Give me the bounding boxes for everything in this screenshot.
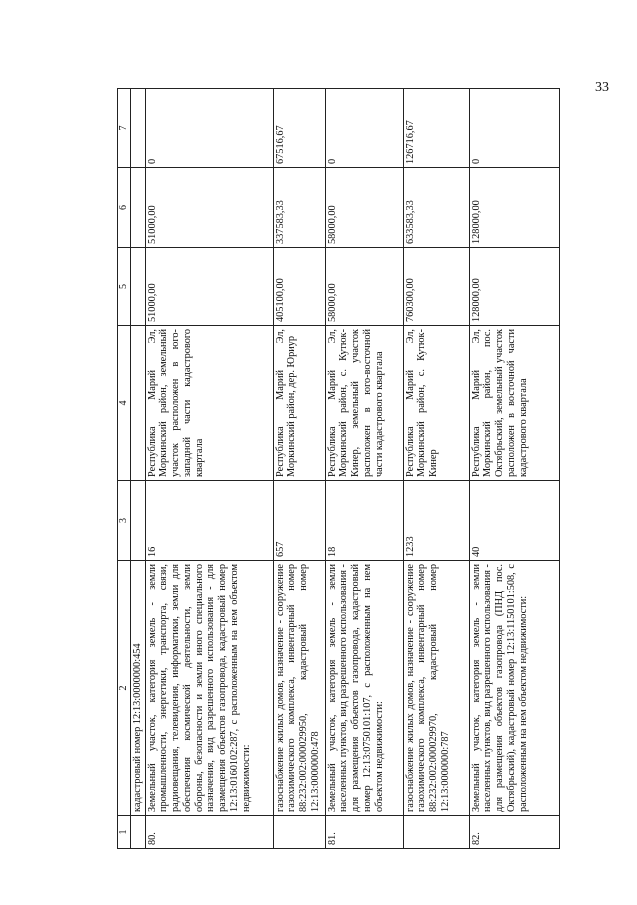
table-row — [273, 89, 325, 849]
column-header: 5 — [118, 248, 131, 326]
cell-location: Республика Марий Эл, Моркинский район, с. Кутюк-Кинер — [403, 326, 469, 481]
cell-description: газоснабжение жилых домов, назначение - сооружение газохимического комплекса, инвентарный номер 88:232:002:000029950, кадастровый номер 12:13:0000000:478 — [273, 561, 325, 816]
cell-value-7: 67516,67 — [273, 89, 325, 168]
page-number: 33 — [595, 80, 609, 95]
cell-value-7: 126716,67 — [403, 89, 469, 168]
table-row — [469, 89, 559, 849]
table-header-row — [118, 89, 131, 849]
cell-value-6: 633583,33 — [403, 168, 469, 248]
rotated-table-wrapper — [117, 89, 617, 849]
cell-value-7: 0 — [469, 89, 559, 168]
table-row — [325, 89, 403, 849]
cell-number: 82. — [469, 816, 559, 849]
cell-value-5: 128000,00 — [469, 248, 559, 326]
cell-value-6: 337583,33 — [273, 168, 325, 248]
cell-description: газоснабжение жилых домов, назначение - сооружение газохимического комплекса, инвентарный номер 88:232:002:000029970, кадастровый номер 12:13:0000000:787 — [403, 561, 469, 816]
cell-value-5: 58000,00 — [325, 248, 403, 326]
column-header: 6 — [118, 168, 131, 248]
cell-value-7: 0 — [325, 89, 403, 168]
cell-number — [403, 816, 469, 849]
cell-value-5: 760300,00 — [403, 248, 469, 326]
table-row — [145, 89, 273, 849]
column-header: 1 — [118, 816, 131, 849]
cell-area: 1233 — [403, 481, 469, 561]
column-header: 7 — [118, 89, 131, 168]
table-row — [403, 89, 469, 849]
cell-location: Республика Марий Эл, Моркинский район, дер. Юриур — [273, 326, 325, 481]
cell-number: 81. — [325, 816, 403, 849]
cell-area: 657 — [273, 481, 325, 561]
cell-description: Земельный участок, категория земель - земли населенных пунктов, вид разрешенного использования - для размещения объектов газопровода (ПНД пос. Октябрьский), кадастровый номер 12:13:1150101:508, с расположенным на нем объектом недвижимости: — [469, 561, 559, 816]
column-header: 4 — [118, 326, 131, 481]
cell-description: Земельный участок, категория земель - земли промышленности, энергетики, транспорта, связи, радиовещания, телевидения, информатики, земли для обеспечения космической деятельности, земли обороны, безопасности и земли иного специального назначения, вид разрешенного использования - для размещения объектов газопровода, кадастровый номер 12:13:0160102:287, с расположенным на нем объектом недвижимости: — [145, 561, 273, 816]
cell-location: Республика Марий Эл, Моркинский район, земельный участок расположен в юго-западной части кадастрового квартала — [145, 326, 273, 481]
cell-area: 16 — [145, 481, 273, 561]
table-row-continuation — [131, 89, 146, 849]
cell-value-6: 128000,00 — [469, 168, 559, 248]
cell-value-7: 0 — [145, 89, 273, 168]
cell-value-6: 58000,00 — [325, 168, 403, 248]
cell-location: Республика Марий Эл, Моркинский район, с. Кутюк-Кинер, земельный участок расположен в юго-восточной части кадастрового квартала — [325, 326, 403, 481]
cell-value-5: 51000,00 — [145, 248, 273, 326]
cell-number — [273, 816, 325, 849]
cell-area: 18 — [325, 481, 403, 561]
column-header: 3 — [118, 481, 131, 561]
property-table — [117, 88, 560, 849]
cell-area: 40 — [469, 481, 559, 561]
cell-description: кадастровый номер 12:13:0000000:454 — [131, 561, 146, 816]
cell-value-6: 51000,00 — [145, 168, 273, 248]
column-header: 2 — [118, 561, 131, 816]
cell-value-5: 405100,00 — [273, 248, 325, 326]
cell-number: 80. — [145, 816, 273, 849]
cell-description: Земельный участок, категория земель - земли населенных пунктов, вид разрешенного использования - для размещения объектов газопровода, кадастровый номер 12:13:0750101:107, с расположенным на нем объектом недвижимости: — [325, 561, 403, 816]
cell-location: Республика Марий Эл, Моркинский район, пос. Октябрьский, земельный участок расположен в восточной части кадастрового квартала — [469, 326, 559, 481]
